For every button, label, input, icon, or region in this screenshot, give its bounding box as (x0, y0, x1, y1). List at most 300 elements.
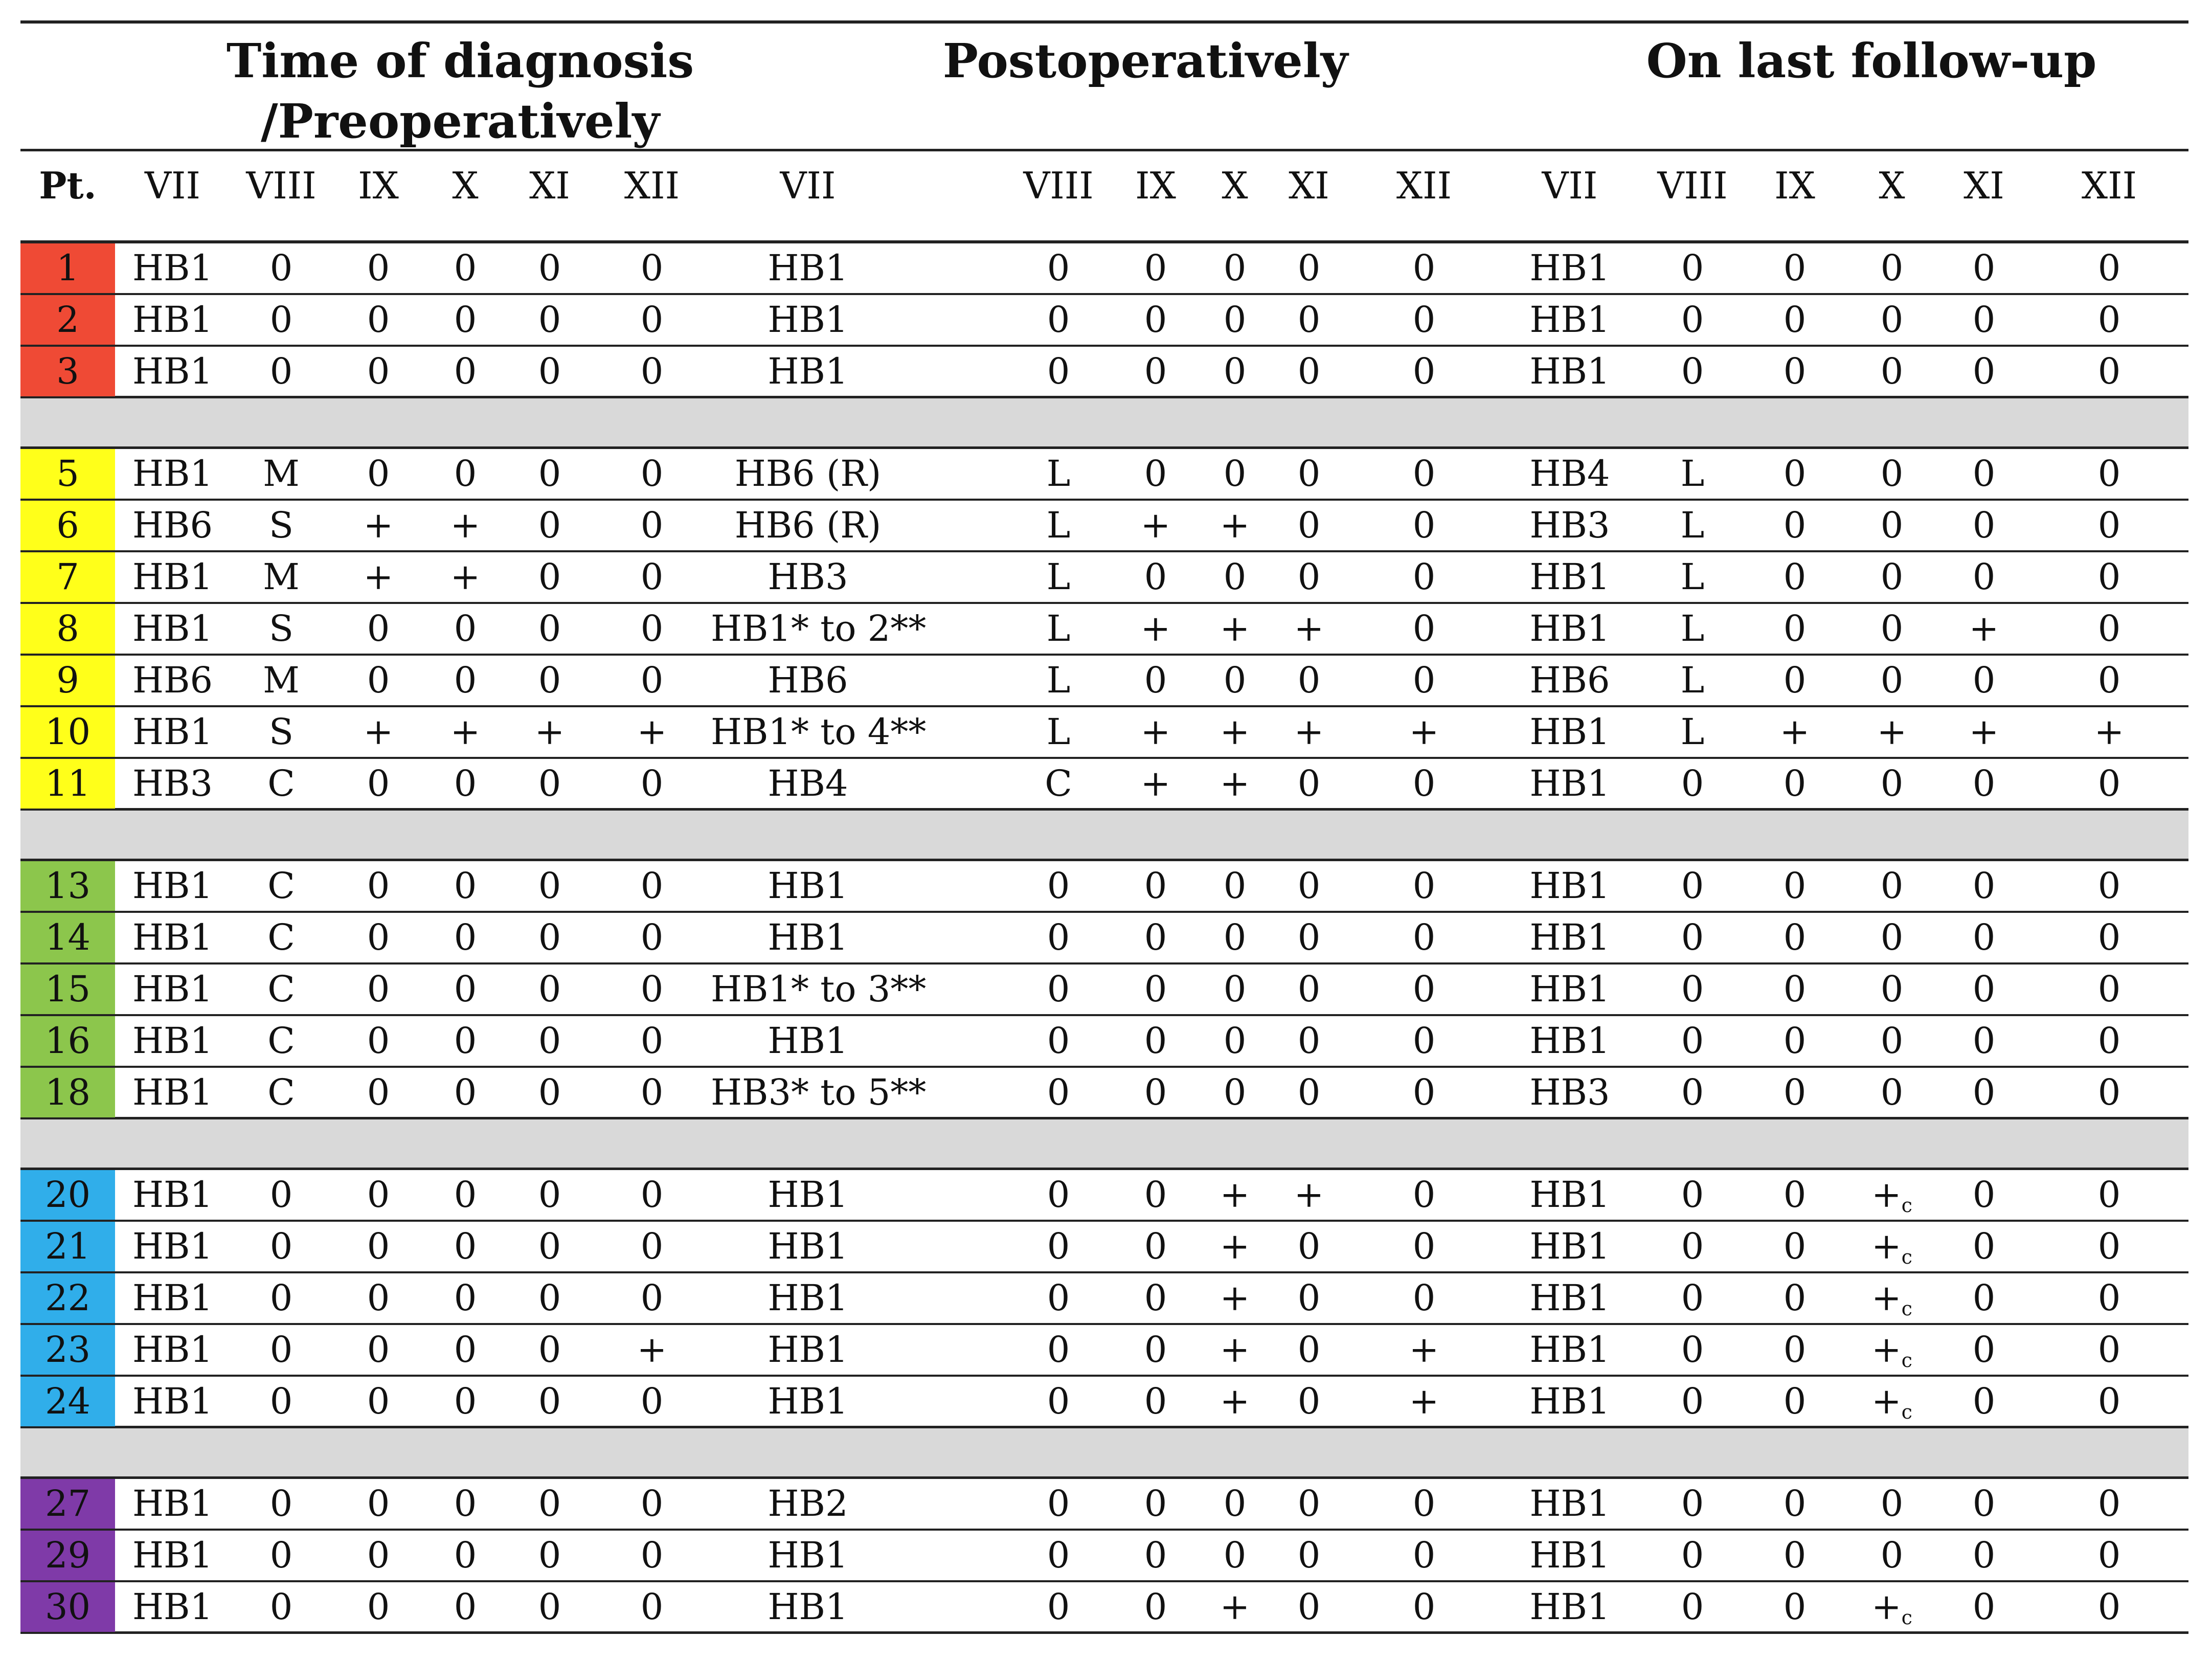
table-cell: 0 (1144, 556, 1167, 598)
patient-number-cell: 20 (20, 1170, 115, 1220)
table-cell: 0 (1223, 659, 1247, 701)
table-cell: 0 (1223, 350, 1247, 392)
table-cell: HB1 (768, 299, 848, 341)
table-cell: L (1680, 453, 1705, 495)
table-cell: 0 (1972, 865, 1996, 907)
table-cell: 0 (1681, 1380, 1704, 1422)
table-cell: 0 (367, 968, 390, 1010)
table-cell: 0 (1412, 1483, 1436, 1524)
group-title-diagnosis-line1: Time of diagnosis (226, 33, 694, 88)
table-cell: 0 (1144, 1020, 1167, 1062)
table-cell: 0 (1783, 350, 1807, 392)
table-cell: HB1 (1529, 1586, 1610, 1628)
table-cell: 0 (269, 299, 293, 341)
patient-number-cell: 27 (20, 1479, 115, 1529)
table-cell: + (1220, 1586, 1250, 1628)
table-cell: 0 (2097, 659, 2121, 701)
table-cell: 0 (1972, 1225, 1996, 1267)
table-cell: 0 (1681, 1483, 1704, 1524)
table-cell: 0 (538, 1534, 561, 1576)
table-cell: 0 (1880, 556, 1904, 598)
table-row (20, 552, 2188, 604)
table-cell: 0 (1047, 247, 1070, 289)
table-cell: 0 (538, 1071, 561, 1113)
table-cell: 0 (454, 659, 477, 701)
table-row (20, 1325, 2188, 1377)
table-row (20, 1068, 2188, 1119)
table-cell (1846, 1222, 1938, 1271)
table-cell: 0 (640, 659, 664, 701)
compensated-subscript: c (1901, 1606, 1912, 1629)
table-cell: 0 (1972, 556, 1996, 598)
table-cell: HB3* to 5** (711, 1071, 927, 1113)
table-cell: HB1 (1529, 865, 1610, 907)
table-cell: HB1 (132, 1225, 213, 1267)
group-title-diagnosis (205, 31, 716, 151)
table-cell: 0 (269, 1483, 293, 1524)
table-row (20, 1531, 2188, 1582)
column-header-nerve: VII (145, 164, 200, 207)
table-cell: 0 (538, 608, 561, 649)
table-cell: 0 (1681, 1071, 1704, 1113)
table-cell: HB1 (1529, 1534, 1610, 1576)
group-separator (20, 811, 2188, 861)
column-header-nerve: XI (1289, 164, 1329, 207)
table-cell: 0 (1412, 1174, 1436, 1216)
table-cell: + (2094, 711, 2125, 753)
table-row (20, 1222, 2188, 1273)
table-cell: 0 (1223, 1071, 1247, 1113)
table-cell: 0 (1297, 1586, 1321, 1628)
table-cell: + (637, 1329, 667, 1371)
table-cell: 0 (1681, 247, 1704, 289)
table-cell: 0 (538, 916, 561, 958)
table-cell: HB1 (768, 1380, 848, 1422)
table-cell: 0 (1297, 865, 1321, 907)
table-cell: 0 (538, 1329, 561, 1371)
table-cell: 0 (1047, 1483, 1070, 1524)
table-cell: 0 (1972, 299, 1996, 341)
table-cell: 0 (640, 504, 664, 546)
table-cell: L (1046, 556, 1071, 598)
table-cell: 0 (367, 299, 390, 341)
table-cell: 0 (367, 916, 390, 958)
table-cell: HB4 (1529, 453, 1610, 495)
table-cell: 0 (1297, 556, 1321, 598)
patient-number-cell: 3 (20, 347, 115, 396)
table-row (20, 449, 2188, 501)
table-cell: 0 (1681, 299, 1704, 341)
table-cell: HB1 (1529, 711, 1610, 753)
table-cell: + (1409, 1329, 1439, 1371)
table-cell: 0 (1880, 504, 1904, 546)
table-cell: HB3 (1529, 1071, 1610, 1113)
table-cell: S (269, 711, 294, 753)
table-cell: 0 (454, 1071, 477, 1113)
table-cell: L (1680, 608, 1705, 649)
table-cell: 0 (1972, 1586, 1996, 1628)
patient-number-cell: 21 (20, 1222, 115, 1271)
table-cell: 0 (1144, 1329, 1167, 1371)
table-cell: 0 (640, 1483, 664, 1524)
table-cell: HB1 (132, 1329, 213, 1371)
table-cell: 0 (454, 1174, 477, 1216)
table-cell: 0 (1783, 453, 1807, 495)
table-cell: HB1* to 3** (711, 968, 927, 1010)
column-header-nerve: VIII (1023, 164, 1094, 207)
table-cell: + (534, 711, 565, 753)
table-cell: 0 (1412, 1534, 1436, 1576)
table-cell: 0 (1144, 1586, 1167, 1628)
table-cell: 0 (640, 1534, 664, 1576)
table-cell: 0 (2097, 1174, 2121, 1216)
table-cell: 0 (1412, 1020, 1436, 1062)
table-cell: 0 (640, 916, 664, 958)
table-cell: 0 (538, 247, 561, 289)
table-cell: 0 (1972, 659, 1996, 701)
table-cell: 0 (1880, 865, 1904, 907)
table-cell: 0 (1412, 504, 1436, 546)
table-cell: + (1969, 711, 1999, 753)
table-row (20, 913, 2188, 964)
table-cell: HB1 (768, 1329, 848, 1371)
table-cell: 0 (1144, 1225, 1167, 1267)
table-cell: 0 (1144, 247, 1167, 289)
table-cell: 0 (640, 1174, 664, 1216)
patient-number-cell: 23 (20, 1325, 115, 1375)
table-cell: + (1220, 1380, 1250, 1422)
table-cell (1846, 1325, 1938, 1375)
table-cell: 0 (1783, 1329, 1807, 1371)
table-cell: 0 (1047, 1174, 1070, 1216)
table-cell: 0 (1047, 350, 1070, 392)
table-cell: 0 (1047, 1071, 1070, 1113)
compensated-subscript: c (1901, 1297, 1912, 1320)
table-cell: 0 (367, 608, 390, 649)
table-cell: 0 (1681, 1586, 1704, 1628)
table-cell: 0 (538, 1586, 561, 1628)
table-cell: 0 (1972, 247, 1996, 289)
table-cell: M (263, 453, 300, 495)
table-cell: 0 (454, 1020, 477, 1062)
table-cell: 0 (1412, 659, 1436, 701)
table-cell: HB3 (768, 556, 848, 598)
group-separator (20, 1428, 2188, 1479)
table-cell: + (1779, 711, 1810, 753)
table-cell: L (1046, 453, 1071, 495)
table-cell: 0 (1972, 1071, 1996, 1113)
table-cell: 0 (1880, 659, 1904, 701)
table-cell: 0 (1297, 504, 1321, 546)
table-cell: HB4 (768, 762, 848, 804)
table-cell: 0 (2097, 453, 2121, 495)
patient-number-cell: 14 (20, 913, 115, 962)
table-cell: + (1220, 1329, 1250, 1371)
table-cell: 0 (367, 453, 390, 495)
patient-number-cell: 8 (20, 604, 115, 654)
table-cell: 0 (640, 1380, 664, 1422)
table-cell: 0 (367, 1277, 390, 1319)
table-cell: C (267, 968, 295, 1010)
table-row (20, 295, 2188, 347)
table-cell: 0 (1144, 916, 1167, 958)
table-row (20, 656, 2188, 707)
patient-number-cell: 16 (20, 1016, 115, 1066)
patient-number-cell: 11 (20, 759, 115, 809)
table-cell: 0 (538, 762, 561, 804)
table-cell: HB6 (1529, 659, 1610, 701)
table-cell: 0 (640, 299, 664, 341)
table-cell: 0 (1297, 1020, 1321, 1062)
table-cell: HB1 (1529, 299, 1610, 341)
table-cell: 0 (2097, 1225, 2121, 1267)
table-cell: HB1 (768, 1534, 848, 1576)
table-cell: 0 (1047, 916, 1070, 958)
table-cell: 0 (269, 1174, 293, 1216)
table-cell: 0 (367, 762, 390, 804)
table-cell: HB1 (1529, 1277, 1610, 1319)
table-cell: 0 (1972, 762, 1996, 804)
table-cell: 0 (1144, 968, 1167, 1010)
table-cell: 0 (1412, 916, 1436, 958)
table-cell: 0 (1144, 1277, 1167, 1319)
table-cell: 0 (1144, 1534, 1167, 1576)
compensated-subscript: c (1901, 1194, 1912, 1217)
patient-number-cell: 7 (20, 552, 115, 602)
table-cell: 0 (454, 247, 477, 289)
patient-number-cell: 15 (20, 964, 115, 1014)
table-row (20, 1273, 2188, 1325)
table-cell: 0 (454, 1329, 477, 1371)
table-cell: 0 (1783, 556, 1807, 598)
table-cell: 0 (269, 247, 293, 289)
table-cell: 0 (1412, 865, 1436, 907)
group-separator (20, 398, 2188, 449)
table-cell: 0 (367, 1225, 390, 1267)
table-cell: 0 (1047, 1329, 1070, 1371)
table-cell: 0 (269, 1586, 293, 1628)
table-cell: HB3 (1529, 504, 1610, 546)
table-cell: 0 (640, 350, 664, 392)
table-cell: 0 (1681, 350, 1704, 392)
table-cell: HB1 (132, 1020, 213, 1062)
table-cell: 0 (1880, 299, 1904, 341)
table-cell: 0 (2097, 916, 2121, 958)
table-cell: 0 (1297, 968, 1321, 1010)
table-cell: HB1 (768, 1277, 848, 1319)
table-cell: 0 (2097, 299, 2121, 341)
table-cell: HB2 (768, 1483, 848, 1524)
table-cell: 0 (1144, 1071, 1167, 1113)
compensated-subscript: c (1901, 1349, 1912, 1372)
table-cell: HB1 (132, 556, 213, 598)
table-cell: 0 (1681, 968, 1704, 1010)
table-cell: 0 (454, 916, 477, 958)
table-cell: 0 (454, 608, 477, 649)
table-cell: 0 (454, 762, 477, 804)
table-cell: 0 (1972, 968, 1996, 1010)
column-header-nerve: VII (780, 164, 836, 207)
table-cell: 0 (367, 247, 390, 289)
table-cell: 0 (1880, 350, 1904, 392)
table-row (20, 1582, 2188, 1634)
table-cell: 0 (1412, 556, 1436, 598)
table-cell: 0 (538, 1174, 561, 1216)
table-cell: L (1046, 608, 1071, 649)
table-cell: 0 (538, 556, 561, 598)
table-cell: 0 (640, 1277, 664, 1319)
table-cell: 0 (538, 299, 561, 341)
table-cell: 0 (1681, 1277, 1704, 1319)
table-cell: HB1 (132, 247, 213, 289)
table-cell: HB1 (1529, 1020, 1610, 1062)
patient-number-cell: 1 (20, 243, 115, 293)
table-cell: 0 (1880, 453, 1904, 495)
table-cell: 0 (538, 1380, 561, 1422)
table-cell: 0 (454, 1380, 477, 1422)
table-cell: 0 (2097, 1586, 2121, 1628)
table-cell: 0 (1223, 247, 1247, 289)
table-cell: 0 (1880, 1534, 1904, 1576)
column-header-nerve: X (452, 164, 479, 207)
table-cell (1846, 1273, 1938, 1323)
table-cell: + (1220, 1277, 1250, 1319)
table-cell: + (1140, 608, 1171, 649)
table-cell: 0 (367, 1380, 390, 1422)
table-cell: 0 (1223, 968, 1247, 1010)
table-cell: HB1 (132, 1277, 213, 1319)
table-cell: 0 (454, 1534, 477, 1576)
table-cell: 0 (1783, 1586, 1807, 1628)
table-cell: L (1680, 659, 1705, 701)
column-header-nerve: X (1222, 164, 1248, 207)
compensated-subscript: c (1901, 1401, 1912, 1423)
table-cell: 0 (1047, 1277, 1070, 1319)
table-cell: 0 (1297, 659, 1321, 701)
table-cell: HB1 (768, 865, 848, 907)
table-cell: 0 (1681, 1534, 1704, 1576)
table-cell: HB1 (768, 916, 848, 958)
table-cell: 0 (1972, 453, 1996, 495)
table-cell: HB1 (1529, 916, 1610, 958)
table-cell: L (1680, 711, 1705, 753)
table-cell: 0 (1297, 247, 1321, 289)
table-cell: 0 (538, 1483, 561, 1524)
column-header-nerve: VIII (246, 164, 317, 207)
table-cell: L (1046, 504, 1071, 546)
table-cell: 0 (538, 1020, 561, 1062)
plus-symbol: + (1871, 1174, 1902, 1216)
table-cell: 0 (1297, 1380, 1321, 1422)
table-cell: 0 (367, 659, 390, 701)
table-cell: 0 (2097, 247, 2121, 289)
table-cell: 0 (1681, 916, 1704, 958)
table-cell: 0 (2097, 608, 2121, 649)
table-cell: 0 (1972, 1174, 1996, 1216)
plus-symbol: + (1871, 1586, 1902, 1628)
table-cell: 0 (1297, 1277, 1321, 1319)
table-cell: HB1 (1529, 247, 1610, 289)
table-cell: 0 (2097, 1380, 2121, 1422)
table-cell: 0 (1880, 1071, 1904, 1113)
table-cell: 0 (1783, 865, 1807, 907)
table-cell: L (1680, 504, 1705, 546)
table-cell: 0 (2097, 1534, 2121, 1576)
table-cell: HB6 (768, 659, 848, 701)
patient-number-cell: 30 (20, 1582, 115, 1632)
table-cell: 0 (1972, 350, 1996, 392)
table-cell: 0 (1297, 1329, 1321, 1371)
table-cell: 0 (367, 1020, 390, 1062)
table-cell: HB1 (768, 1174, 848, 1216)
table-cell: 0 (1972, 1329, 1996, 1371)
table-cell: HB1 (132, 1483, 213, 1524)
table-cell: 0 (1783, 1380, 1807, 1422)
table-cell: 0 (1297, 299, 1321, 341)
table-cell: 0 (1783, 916, 1807, 958)
table-cell: 0 (1297, 1225, 1321, 1267)
table-cell: 0 (367, 1329, 390, 1371)
column-header-nerve: IX (1135, 164, 1176, 207)
table-cell: 0 (640, 1020, 664, 1062)
table-cell: HB1 (1529, 350, 1610, 392)
table-cell: + (1220, 504, 1250, 546)
table-cell: 0 (367, 350, 390, 392)
table-cell: C (267, 762, 295, 804)
table-cell: 0 (1783, 299, 1807, 341)
table-cell: 0 (454, 1586, 477, 1628)
table-row (20, 759, 2188, 811)
table-cell: 0 (1223, 1483, 1247, 1524)
table-cell: HB1 (1529, 556, 1610, 598)
plus-symbol: + (1871, 1277, 1902, 1319)
table-cell: + (1220, 762, 1250, 804)
table-cell: 0 (1297, 453, 1321, 495)
column-header-patient: Pt. (39, 164, 97, 207)
table-cell: 0 (640, 1071, 664, 1113)
table-cell: 0 (1144, 1483, 1167, 1524)
table-cell: C (267, 1020, 295, 1062)
table-cell (1846, 1170, 1938, 1220)
table-cell: 0 (1412, 762, 1436, 804)
table-cell: 0 (2097, 504, 2121, 546)
table-cell: M (263, 556, 300, 598)
table-cell: 0 (1144, 350, 1167, 392)
table-cell: + (450, 556, 481, 598)
cranial-nerve-table (20, 20, 2188, 1634)
patient-number-cell: 5 (20, 449, 115, 499)
table-cell: 0 (269, 1277, 293, 1319)
table-cell: 0 (269, 1225, 293, 1267)
table-cell: 0 (1144, 453, 1167, 495)
table-cell: 0 (640, 247, 664, 289)
column-header-nerve: XII (2081, 164, 2137, 207)
table-cell: 0 (2097, 1277, 2121, 1319)
table-cell: + (1877, 711, 1907, 753)
table-cell: 0 (2097, 1483, 2121, 1524)
column-header-nerve: XI (529, 164, 570, 207)
table-cell: HB1 (768, 247, 848, 289)
table-cell: 0 (1144, 1174, 1167, 1216)
table-cell: 0 (1144, 659, 1167, 701)
table-cell: 0 (1412, 247, 1436, 289)
table-row (20, 1016, 2188, 1068)
table-cell: C (267, 916, 295, 958)
table-cell: HB1 (1529, 968, 1610, 1010)
table-cell: 0 (454, 1483, 477, 1524)
table-cell: 0 (1223, 865, 1247, 907)
table-cell: 0 (1144, 299, 1167, 341)
